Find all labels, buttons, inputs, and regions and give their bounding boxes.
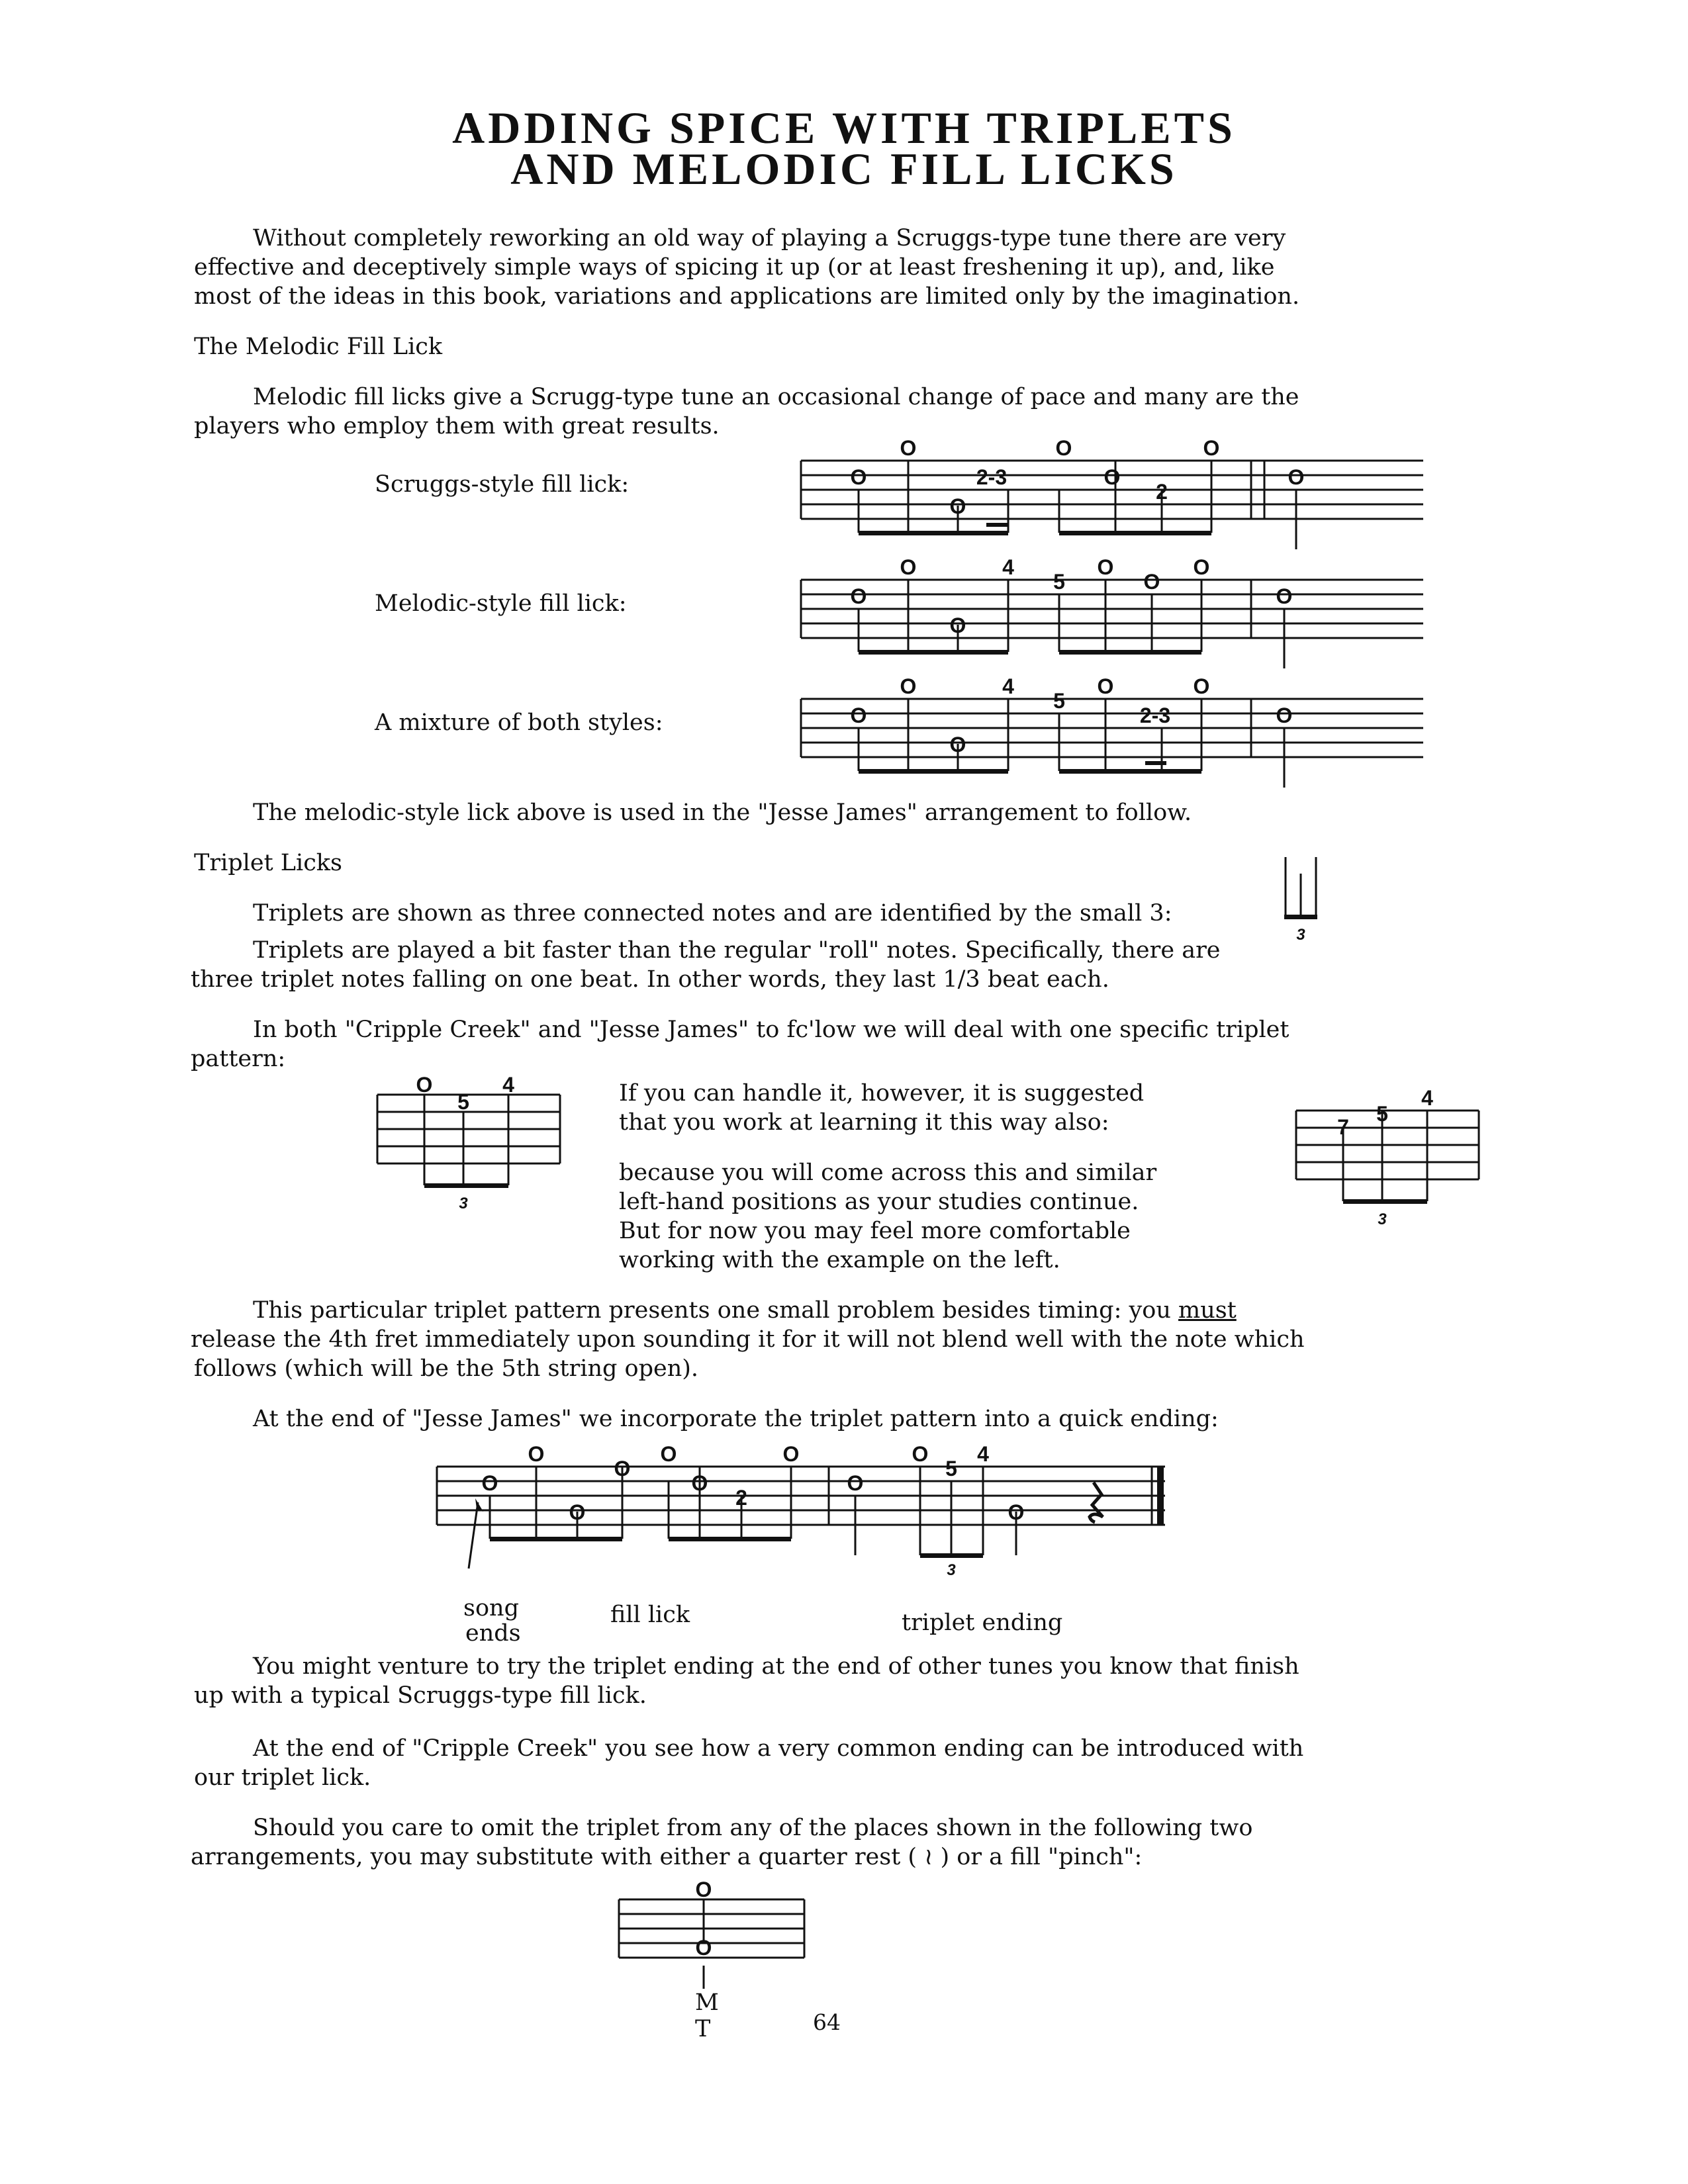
note-5: 5: [457, 1090, 469, 1114]
venture-1: You might venture to try the triplet ending at the end of other tunes you know that finish: [253, 1653, 1299, 1680]
note-open: O: [569, 1500, 586, 1524]
note-open: O: [1276, 704, 1293, 727]
note-open: O: [912, 1443, 929, 1466]
intro-line-2: effective and deceptively simple ways of spicing it up (or at least freshening it up), and, like: [194, 254, 1275, 281]
note-open: O: [1097, 556, 1114, 579]
melodic-fill-para-1: Melodic fill licks give a Scrugg-type tune an occasional change of pace and many are the: [253, 384, 1299, 410]
note-open: O: [1008, 1500, 1025, 1524]
middle-bottom-2: left-hand positions as your studies continue.: [619, 1189, 1139, 1215]
pinch-label-t: T: [695, 2016, 711, 2042]
note-open: O: [1193, 675, 1210, 698]
note-open: O: [850, 584, 867, 608]
note-open: O: [1203, 437, 1220, 460]
triplet-ending-label: triplet ending: [902, 1610, 1063, 1636]
page-title-line2: AND MELODIC FILL LICKS: [510, 144, 1178, 194]
middle-top-2: that you work at learning it this way also:: [619, 1109, 1109, 1136]
triplet-shown-as: Triplets are shown as three connected notes and are identified by the small 3:: [253, 900, 1172, 927]
ends-label: ends: [465, 1620, 521, 1647]
problem-line-1: [253, 1296, 1237, 1325]
mixture-fill-label: A mixture of both styles:: [375, 709, 663, 736]
melodic-after-text: The melodic-style lick above is used in the "Jesse James" arrangement to follow.: [253, 799, 1192, 826]
note-open: O: [1276, 584, 1293, 608]
note-4: 4: [1002, 556, 1014, 579]
triplet-3: 3: [947, 1561, 956, 1579]
page-number: 64: [813, 2009, 841, 2035]
middle-bottom-4: working with the example on the left.: [619, 1247, 1060, 1273]
note-open: O: [847, 1471, 864, 1495]
triplet-3: 3: [459, 1195, 468, 1212]
problem-line-2: release the 4th fret immediately upon sounding it for it will not blend well with the note which: [191, 1326, 1305, 1353]
middle-top-1: If you can handle it, however, it is suggested: [619, 1080, 1145, 1107]
triplet-3: 3: [1378, 1210, 1387, 1228]
fill-lick-label: fill lick: [610, 1602, 690, 1628]
note-open: O: [481, 1471, 498, 1495]
note-open: O: [695, 1878, 712, 1901]
triplet-heading: Triplet Licks: [194, 850, 342, 876]
triplet-played-1: Triplets are played a bit faster than the regular "roll" notes. Specifically, there are: [253, 937, 1221, 964]
note-open: O: [949, 614, 966, 637]
note-open: O: [900, 437, 917, 460]
melodic-fill-heading: The Melodic Fill Lick: [194, 334, 443, 360]
page-title-line1: ADDING SPICE WITH TRIPLETS: [452, 103, 1236, 153]
melodic-fill-tab: [788, 556, 1436, 675]
note-4: 4: [977, 1443, 989, 1466]
note-open: O: [691, 1471, 708, 1495]
note-open: O: [1193, 556, 1210, 579]
note-open: O: [949, 494, 966, 518]
note-open: O: [416, 1073, 433, 1097]
note-5: 5: [1053, 570, 1065, 594]
triplet-pattern-right: [1287, 1085, 1485, 1231]
triplet-symbol: [1272, 854, 1332, 946]
cripple-2: our triplet lick.: [194, 1764, 371, 1791]
scruggs-fill-tab: [788, 437, 1436, 556]
note-open: O: [850, 465, 867, 489]
cripple-1: At the end of "Cripple Creek" you see how a very common ending can be introduced with: [253, 1735, 1304, 1762]
note-open: O: [782, 1443, 800, 1466]
melodic-fill-label: Melodic-style fill lick:: [375, 590, 627, 617]
note-2: 2: [735, 1486, 747, 1510]
intro-line-3: most of the ideas in this book, variations and applications are limited only by the imagination.: [194, 283, 1300, 310]
venture-2: up with a typical Scruggs-type fill lick.: [194, 1682, 647, 1709]
triplet-3: 3: [1296, 926, 1305, 944]
note-2-3: 2-3: [1139, 704, 1171, 727]
note-open: O: [850, 704, 867, 727]
note-4: 4: [1421, 1086, 1433, 1110]
pinch-label-m: M: [695, 1989, 719, 2016]
omit-2: arrangements, you may substitute with either a quarter rest ( ≀ ) or a fill "pinch":: [191, 1844, 1143, 1870]
middle-bottom-3: But for now you may feel more comfortable: [619, 1218, 1131, 1244]
scruggs-fill-label: Scruggs-style fill lick:: [375, 471, 630, 498]
triplet-both-1: In both "Cripple Creek" and "Jesse James" to fc'low we will deal with one specific triplet: [253, 1017, 1289, 1043]
note-open: O: [1103, 465, 1121, 489]
triplet-pattern-left: [368, 1069, 567, 1215]
note-open: O: [949, 733, 966, 756]
note-2: 2: [1156, 480, 1168, 504]
problem-text: This particular triplet pattern presents one small problem besides timing: you: [253, 1297, 1179, 1324]
note-5: 5: [1053, 689, 1065, 713]
end-jesse-text: At the end of "Jesse James" we incorporate the triplet pattern into a quick ending:: [253, 1406, 1219, 1432]
problem-line-3: follows (which will be the 5th string open).: [194, 1355, 699, 1382]
intro-line-1: Without completely reworking an old way of playing a Scruggs-type tune there are very: [253, 225, 1286, 251]
note-open: O: [1097, 675, 1114, 698]
melodic-fill-para-2: players who employ them with great results.: [194, 413, 720, 439]
note-5: 5: [1376, 1102, 1388, 1126]
ending-tab: [424, 1443, 1185, 1595]
note-2-3: 2-3: [976, 465, 1008, 489]
note-open: O: [1143, 570, 1160, 594]
note-open: O: [1055, 437, 1072, 460]
triplet-played-2: three triplet notes falling on one beat. In other words, they last 1/3 beat each.: [191, 966, 1109, 993]
note-open: O: [695, 1936, 712, 1960]
note-4: 4: [1002, 675, 1014, 698]
note-open: O: [660, 1443, 677, 1466]
middle-bottom-1: because you will come across this and similar: [619, 1160, 1157, 1186]
note-open: O: [614, 1457, 631, 1480]
note-4: 4: [502, 1073, 514, 1097]
note-5: 5: [945, 1457, 957, 1480]
note-open: O: [900, 675, 917, 698]
note-7: 7: [1337, 1115, 1349, 1139]
triplet-both-2: pattern:: [191, 1046, 286, 1072]
mixture-fill-tab: [788, 675, 1436, 794]
omit-1: Should you care to omit the triplet from any of the places shown in the following two: [253, 1815, 1253, 1841]
note-open: O: [900, 556, 917, 579]
problem-must: must: [1178, 1297, 1237, 1324]
note-open: O: [528, 1443, 545, 1466]
song-label: song: [463, 1595, 519, 1621]
note-open: O: [1288, 465, 1305, 489]
